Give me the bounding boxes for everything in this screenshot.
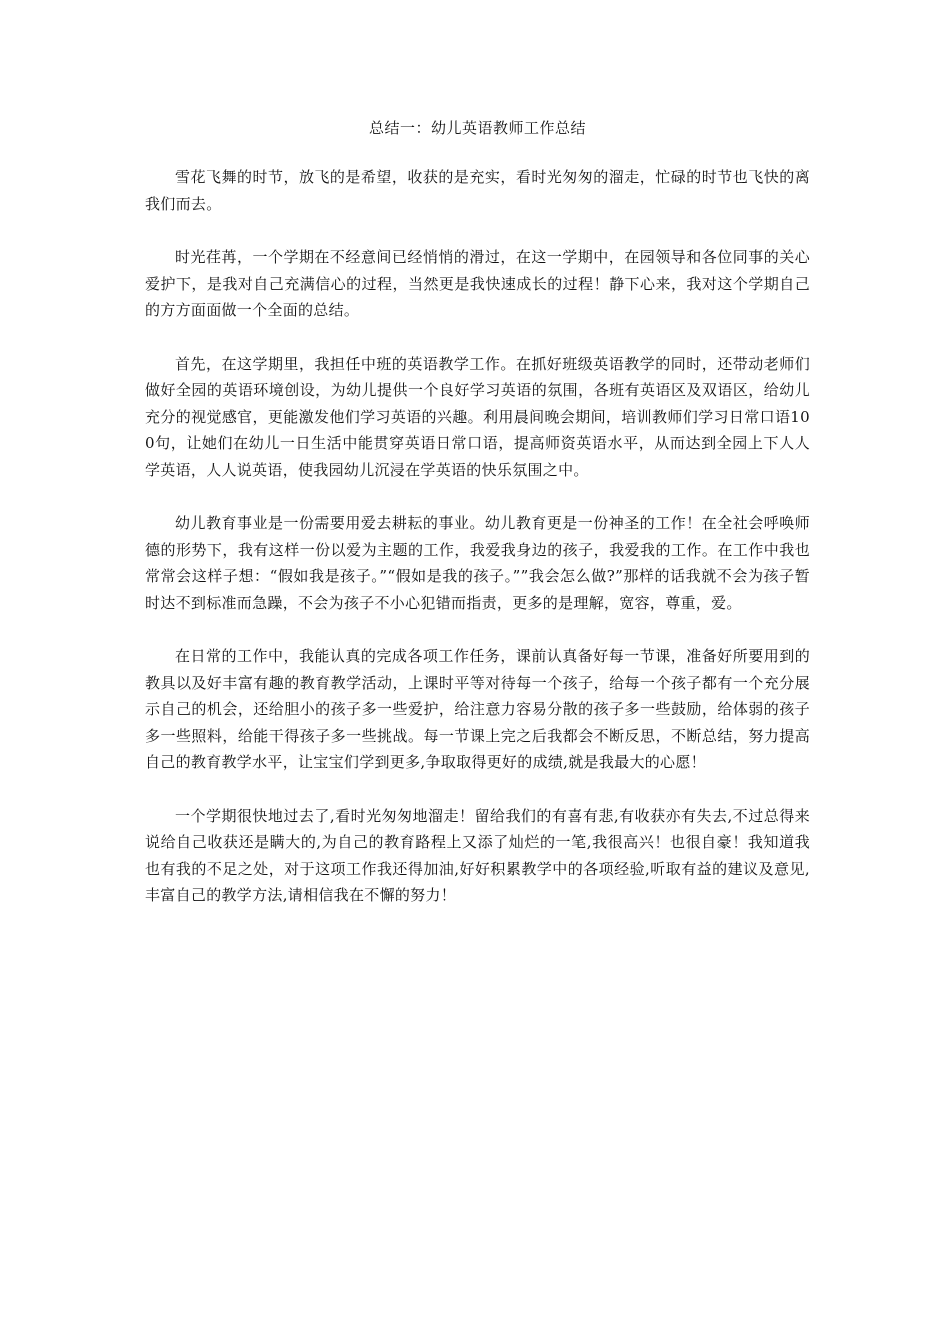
paragraph-6: 一个学期很快地过去了,看时光匆匆地溜走！留给我们的有喜有悲,有收获亦有失去,不过总得来说给自己收获还是瞒大的,为自己的教育路程上又添了灿烂的一笔,我很高兴！也很自豪！我知道我也有我的不足之处，对于这项工作我还得加油,好好积累教学中的各项经验,听取有益的建议及意见,丰富自己的教学方法,请相信我在不懈的努力！ <box>145 806 810 904</box>
document-page <box>145 114 810 936</box>
paragraph-4: 幼儿教育事业是一份需要用爱去耕耘的事业。幼儿教育更是一份神圣的工作！在全社会呼唤师德的形势下，我有这样一份以爱为主题的工作，我爱我身边的孩子，我爱我的工作。在工作中我也常常会这样子想：“假如我是孩子。”“假如是我的孩子。””我会怎么做?”那样的话我就不会为孩子暂时达不到标准而急躁，不会为孩子不小心犯错而指责，更多的是理解，宽容，尊重，爱。 <box>145 514 810 612</box>
paragraph-5: 在日常的工作中，我能认真的完成各项工作任务，课前认真备好每一节课，准备好所要用到的教具以及好丰富有趣的教育教学活动，上课时平等对待每一个孩子，给每一个孩子都有一个充分展示自己的机会，还给胆小的孩子多一些爱护，给注意力容易分散的孩子多一些鼓励，给体弱的孩子多一些照料，给能干得孩子多一些挑战。每一节课上完之后我都会不断反思，不断总结，努力提高自己的教育教学水平，让宝宝们学到更多,争取取得更好的成绩,就是我最大的心愿！ <box>145 647 810 771</box>
document-title: 总结一：幼儿英语教师工作总结 <box>368 119 586 137</box>
paragraph-1: 雪花飞舞的时节，放飞的是希望，收获的是充实，看时光匆匆的溜走，忙碌的时节也飞快的离我们而去。 <box>145 168 810 213</box>
paragraph-2: 时光荏苒，一个学期在不经意间已经悄悄的滑过，在这一学期中，在园领导和各位同事的关心爱护下，是我对自己充满信心的过程，当然更是我快速成长的过程！静下心来，我对这个学期自己的方方面面做一个全面的总结。 <box>145 248 810 319</box>
paragraph-3: 首先，在这学期里，我担任中班的英语教学工作。在抓好班级英语教学的同时，还带动老师们做好全园的英语环境创设，为幼儿提供一个良好学习英语的氛围，各班有英语区及双语区，给幼儿充分的视觉感官，更能激发他们学习英语的兴趣。利用晨间晚会期间，培训教师们学习日常口语100句，让她们在幼儿一日生活中能贯穿英语日常口语，提高师资英语水平，从而达到全园上下人人学英语，人人说英语，使我园幼儿沉浸在学英语的快乐氛围之中。 <box>145 354 810 479</box>
